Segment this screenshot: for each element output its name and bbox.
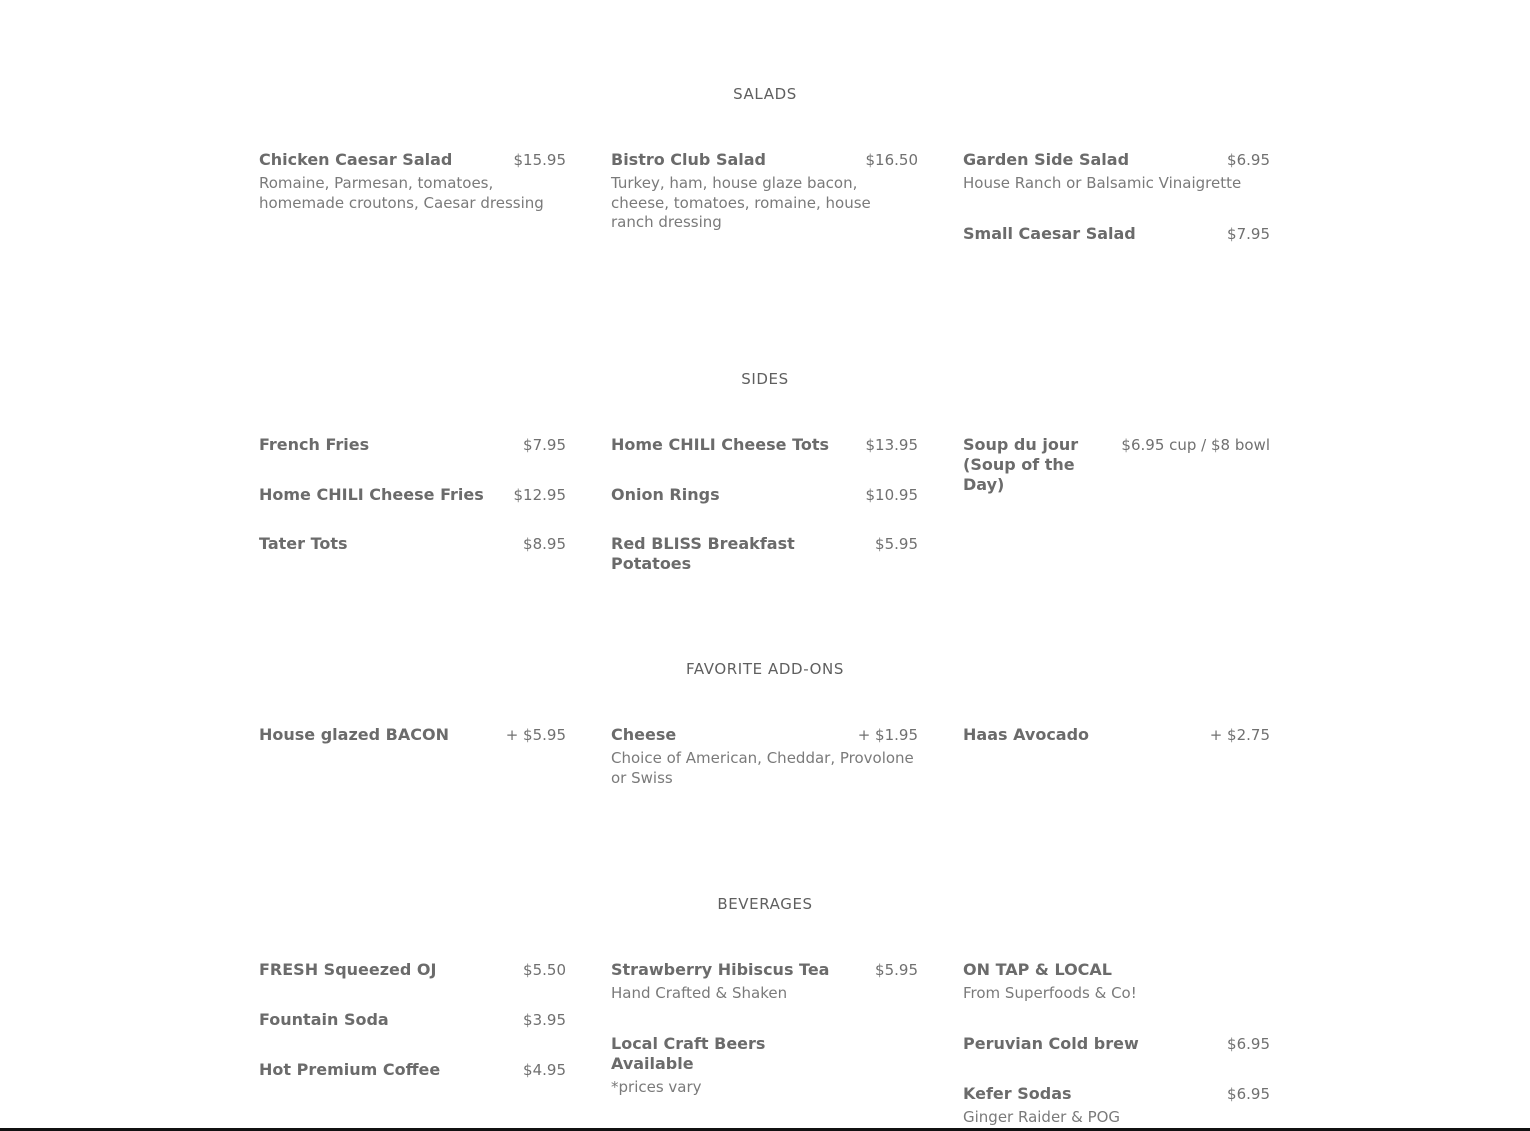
item-price: $5.95: [875, 535, 918, 553]
item-name: Haas Avocado: [963, 725, 1090, 744]
item-description: Ginger Raider & POG: [963, 1107, 1121, 1126]
item-name: Soup du jour (Soup of the Day): [963, 435, 1079, 494]
menu-item: [611, 1034, 918, 1098]
item-price: $8.95: [523, 535, 566, 553]
item-description: *prices vary: [611, 1077, 702, 1096]
menu-item: [611, 725, 918, 788]
item-price: $6.95: [1227, 1034, 1270, 1053]
menu-item: [963, 1084, 1270, 1128]
item-name: Fountain Soda: [259, 1010, 389, 1029]
item-price: $5.95: [875, 961, 918, 979]
section-title-addons: FAVORITE ADD-ONS: [686, 660, 844, 678]
item-name: Local Craft Beers Available: [611, 1033, 766, 1073]
item-name: Tater Tots: [259, 534, 348, 553]
item-price: $15.95: [513, 151, 566, 169]
item-price: $6.95: [1227, 151, 1270, 169]
item-price: $12.95: [513, 486, 566, 504]
item-description: Choice of American, Cheddar, Provolone or Swiss: [611, 749, 914, 787]
item-description: Turkey, ham, house glaze bacon, cheese, tomatoes, romaine, house ranch dressing: [611, 174, 871, 231]
item-price: $7.95: [1227, 224, 1270, 243]
salads-column-1: [259, 150, 566, 213]
menu-item: [963, 150, 1270, 194]
addons-column-1: [259, 725, 566, 745]
salads-column-2: [611, 150, 918, 233]
item-name: Peruvian Cold brew: [963, 1033, 1139, 1053]
menu-item: [259, 725, 566, 745]
salads-column-3: [963, 150, 1270, 244]
menu-item: [611, 150, 918, 233]
sides-column-2: [611, 435, 918, 574]
item-price: $16.50: [865, 151, 918, 169]
menu-item: [963, 435, 1270, 495]
item-name: Home CHILI Cheese Tots: [611, 435, 830, 454]
item-description: Romaine, Parmesan, tomatoes, homemade croutons, Caesar dressing: [259, 174, 544, 212]
menu-item: [963, 224, 1270, 244]
item-name: Garden Side Salad: [963, 150, 1130, 169]
item-price: $6.95: [1227, 1084, 1270, 1103]
sides-column-1: [259, 435, 566, 554]
beverages-column-3: [963, 960, 1270, 1127]
item-price: $3.95: [523, 1011, 566, 1029]
menu-item: [611, 435, 918, 455]
menu-item: [259, 1010, 566, 1030]
item-price: + $5.95: [505, 726, 566, 744]
section-title-salads: SALADS: [733, 85, 797, 103]
item-name: Strawberry Hibiscus Tea: [611, 960, 830, 979]
item-price: $6.95 cup / $8 bowl: [1121, 436, 1270, 454]
item-price: $4.95: [523, 1061, 566, 1079]
menu-item: [611, 534, 918, 574]
menu-item: [611, 485, 918, 505]
item-name: Hot Premium Coffee: [259, 1060, 441, 1079]
item-name: ON TAP & LOCAL: [963, 960, 1112, 979]
menu-item: [259, 435, 566, 455]
item-name: House glazed BACON: [259, 725, 449, 744]
menu-item: [259, 534, 566, 554]
menu-item: [611, 960, 918, 1004]
menu-item: [963, 725, 1270, 745]
menu-item: [259, 150, 566, 213]
menu-item: [259, 960, 566, 980]
addons-column-3: [963, 725, 1270, 745]
item-price: + $2.75: [1209, 726, 1270, 744]
menu-item: [259, 485, 566, 505]
item-price: $13.95: [865, 436, 918, 454]
item-name: Chicken Caesar Salad: [259, 150, 453, 169]
item-description: House Ranch or Balsamic Vinaigrette: [963, 174, 1242, 192]
beverages-column-1: [259, 960, 566, 1080]
menu-item: [963, 1034, 1270, 1054]
menu-item: [963, 960, 1270, 1004]
sides-column-3: [963, 435, 1270, 495]
item-description: From Superfoods & Co!: [963, 984, 1137, 1002]
item-name: Home CHILI Cheese Fries: [259, 485, 484, 504]
item-name: Cheese: [611, 725, 677, 744]
item-price: + $1.95: [857, 726, 918, 744]
section-title-sides: SIDES: [741, 370, 789, 388]
item-name: FRESH Squeezed OJ: [259, 960, 437, 979]
section-title-beverages: BEVERAGES: [717, 895, 813, 913]
item-name: Small Caesar Salad: [963, 223, 1136, 243]
item-name: Onion Rings: [611, 485, 720, 504]
item-name: French Fries: [259, 435, 370, 454]
beverages-column-2: [611, 960, 918, 1097]
addons-column-2: [611, 725, 918, 788]
item-price: $7.95: [523, 436, 566, 454]
item-name: Kefer Sodas: [963, 1083, 1072, 1103]
item-name: Red BLISS Breakfast Potatoes: [611, 534, 795, 573]
item-name: Bistro Club Salad: [611, 150, 766, 169]
item-price: $5.50: [523, 961, 566, 979]
menu-item: [259, 1060, 566, 1080]
item-description: Hand Crafted & Shaken: [611, 984, 788, 1002]
item-price: $10.95: [865, 486, 918, 504]
